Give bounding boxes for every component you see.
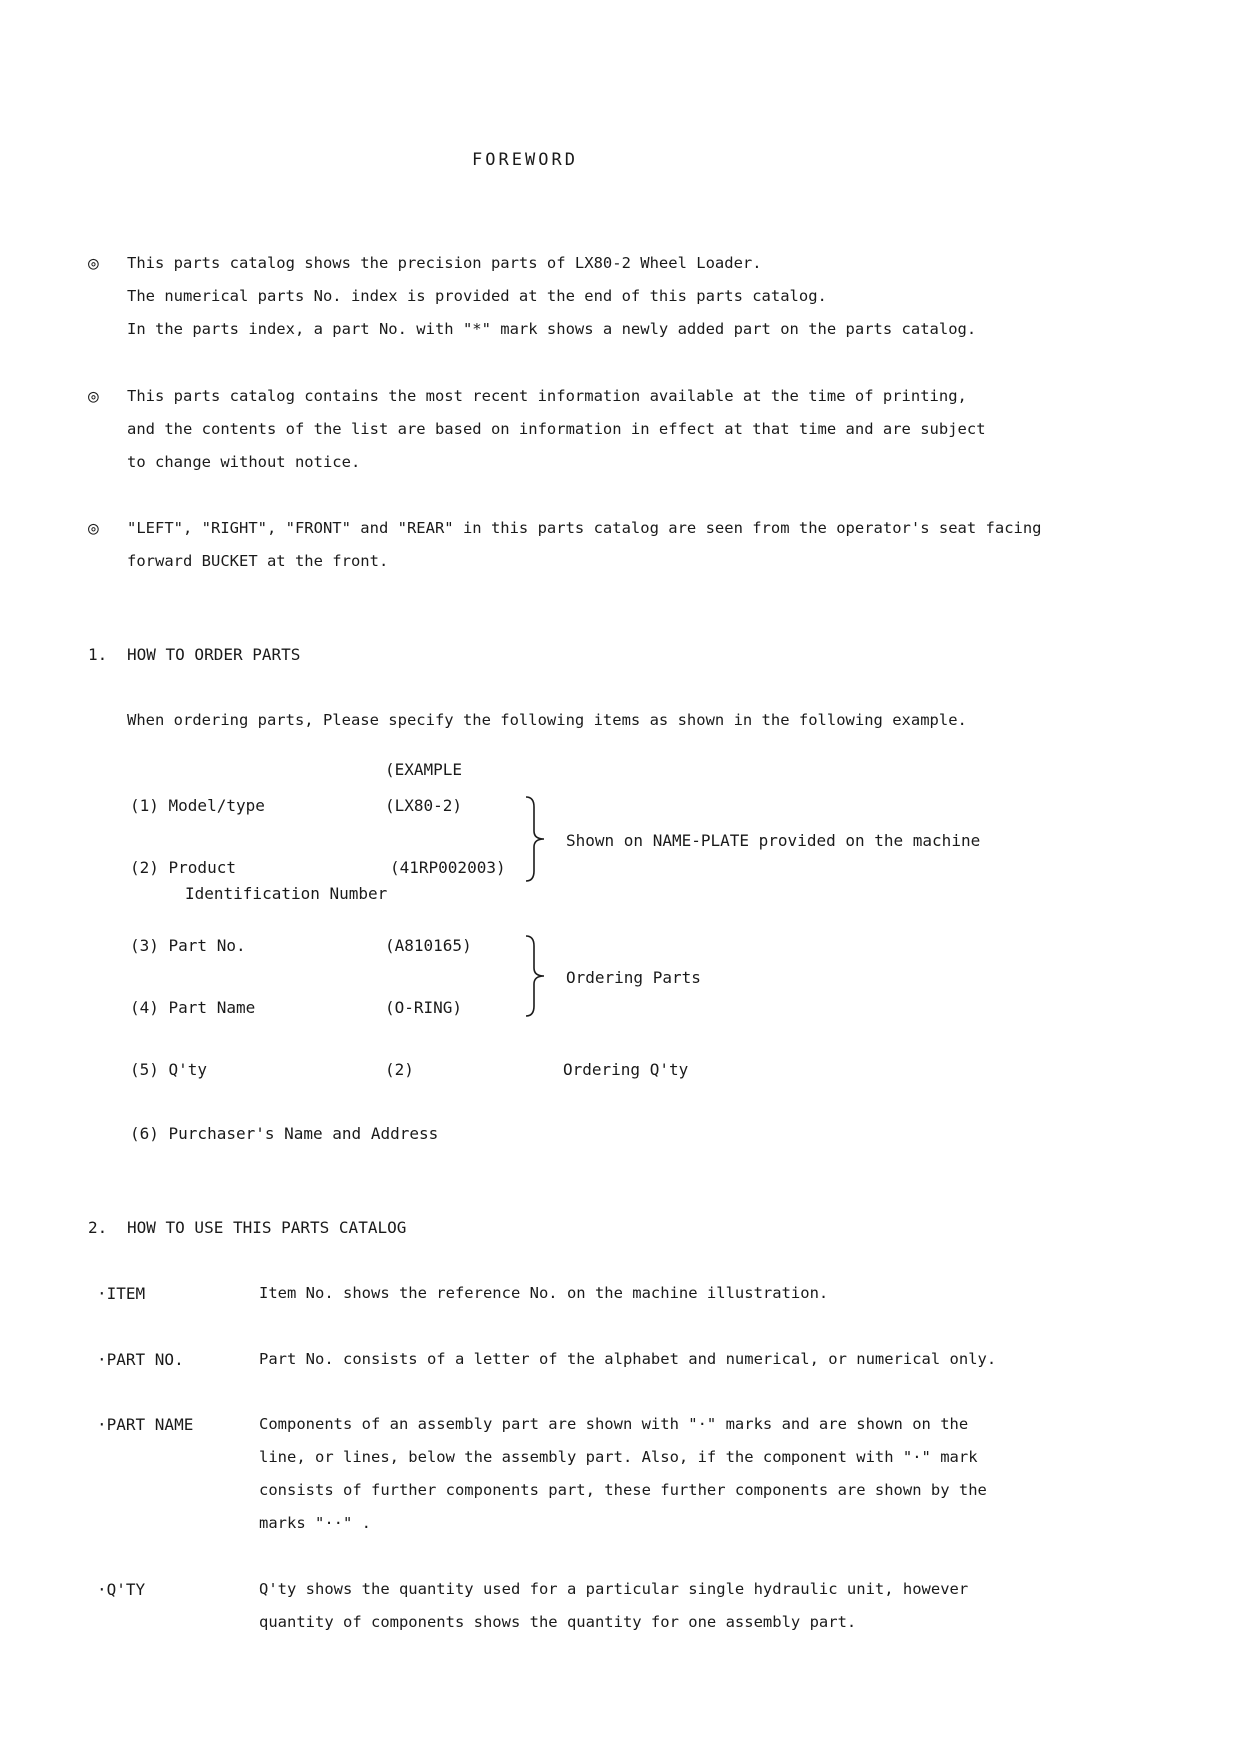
note-1-line: In the parts index, a part No. with "*" mark shows a newly added part on the parts catalog. [127,320,977,338]
definition-part-no [259,1343,996,1376]
note-1-line: The numerical parts No. index is provided at the end of this parts catalog. [127,287,827,305]
section-1-intro: When ordering parts, Please specify the following items as shown in the following example. [127,711,967,729]
item-model-type-value: (LX80-2) [385,796,463,815]
definition-line: Q'ty shows the quantity used for a particular single hydraulic unit, however [259,1580,969,1598]
term-part-no: ·PART NO. [97,1350,184,1369]
note-3 [127,512,1042,578]
note-1-line: This parts catalog shows the precision parts of LX80-2 Wheel Loader. [127,254,762,272]
double-circle-icon: ◎ [88,253,99,274]
definition-line: line, or lines, below the assembly part. Also, if the component with "·" mark [259,1448,978,1466]
definition-qty [259,1573,968,1639]
item-qty: (5) Q'ty [130,1060,208,1079]
definition-item [259,1277,828,1310]
item-part-name-value: (O-RING) [385,998,463,1017]
note-2-line: to change without notice. [127,453,361,471]
definition-line: Part No. consists of a letter of the alphabet and numerical, or numerical only. [259,1350,997,1368]
section-2-number: 2. [88,1218,108,1237]
item-part-no-value: (A810165) [385,936,472,955]
section-2-heading: HOW TO USE THIS PARTS CATALOG [127,1218,407,1237]
item-part-no: (3) Part No. [130,936,246,955]
note-2 [127,380,986,479]
term-item: ·ITEM [97,1284,146,1303]
definition-part-name [259,1408,987,1540]
item-qty-value: (2) [385,1060,414,1079]
item-product-id-label: Identification Number [185,884,388,903]
item-model-type: (1) Model/type [130,796,265,815]
example-label: (EXAMPLE [385,760,463,779]
definition-line: marks "··" . [259,1514,371,1532]
note-2-line: and the contents of the list are based on information in effect at that time and are subject [127,420,986,438]
brace-nameplate [522,795,552,883]
ordering-parts-note: Ordering Parts [566,968,701,987]
section-1-number: 1. [88,645,108,664]
brace-ordering-parts [522,934,552,1018]
term-part-name: ·PART NAME [97,1415,194,1434]
item-part-name: (4) Part Name [130,998,256,1017]
double-circle-icon: ◎ [88,518,99,539]
item-product: (2) Product [130,858,236,877]
note-3-line: "LEFT", "RIGHT", "FRONT" and "REAR" in this parts catalog are seen from the operator's seat facing [127,519,1042,537]
item-purchaser: (6) Purchaser's Name and Address [130,1124,439,1143]
note-2-line: This parts catalog contains the most recent information available at the time of printing, [127,387,967,405]
note-1 [127,247,976,346]
definition-line: Components of an assembly part are shown with "·" marks and are shown on the [259,1415,969,1433]
note-3-line: forward BUCKET at the front. [127,552,389,570]
definition-line: Item No. shows the reference No. on the machine illustration. [259,1284,829,1302]
term-qty: ·Q'TY [97,1580,146,1599]
ordering-qty-note: Ordering Q'ty [563,1060,689,1079]
nameplate-note: Shown on NAME-PLATE provided on the machine [566,831,981,850]
section-1-heading: HOW TO ORDER PARTS [127,645,301,664]
page-title: FOREWORD [472,150,578,170]
definition-line: consists of further components part, these further components are shown by the [259,1481,987,1499]
item-product-value: (41RP002003) [390,858,506,877]
definition-line: quantity of components shows the quantity for one assembly part. [259,1613,857,1631]
double-circle-icon: ◎ [88,386,99,407]
